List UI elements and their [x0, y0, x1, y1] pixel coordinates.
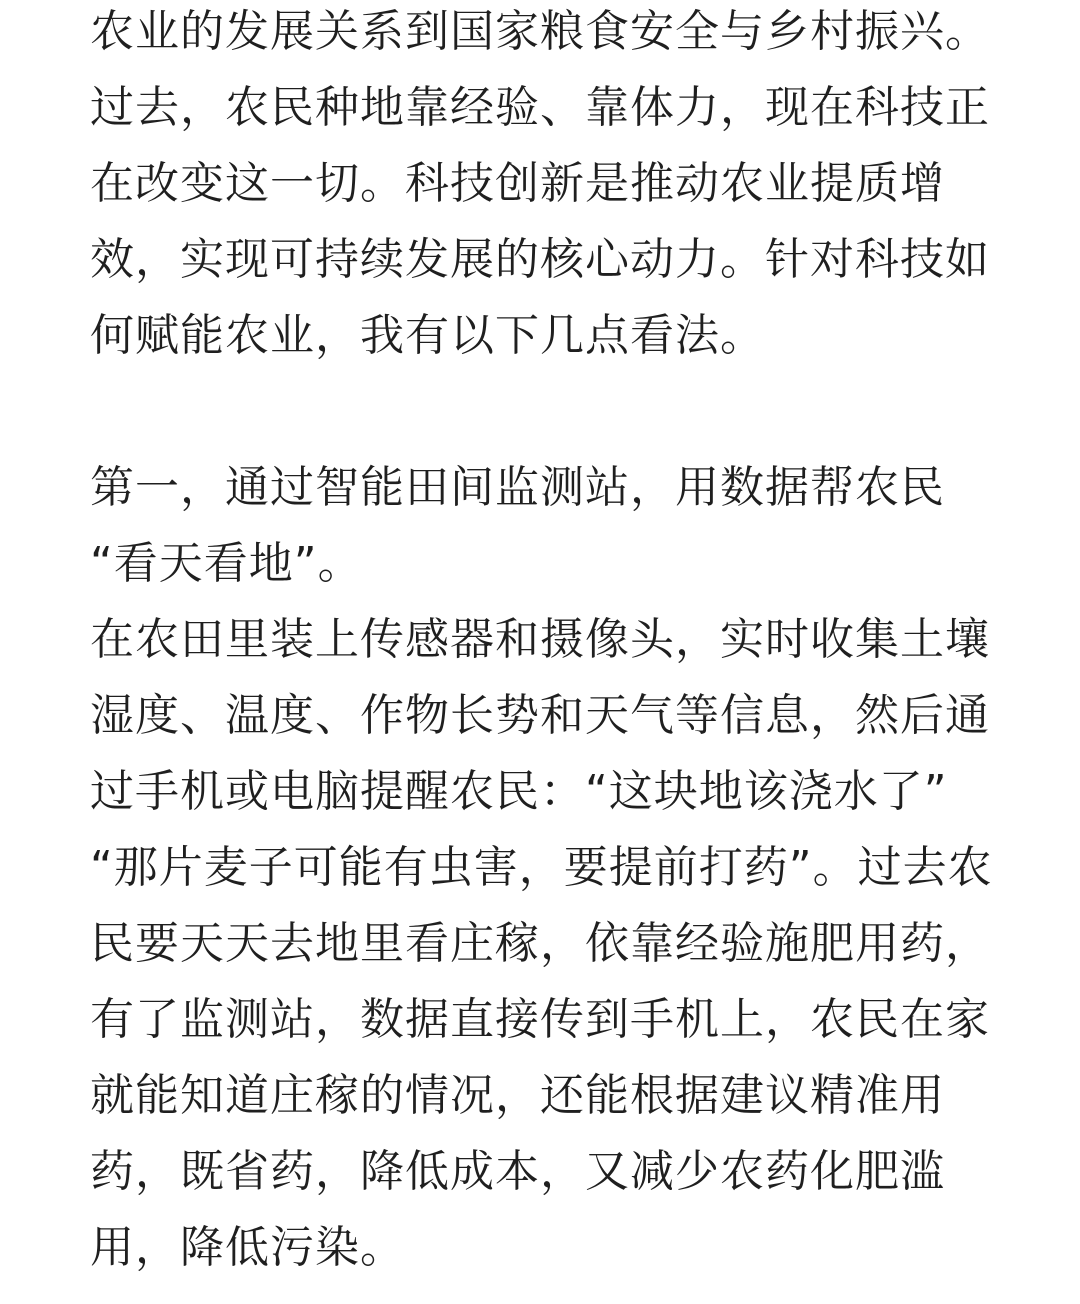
- text-line: “那片麦子可能有虫害，要提前打药”。过去农: [90, 842, 993, 893]
- text-line: 效，实现可持续发展的核心动力。针对科技如: [90, 234, 990, 285]
- text-line: 过去，农民种地靠经验、靠体力，现在科技正: [90, 82, 990, 133]
- intro-paragraph: [90, 0, 1000, 374]
- text-line: 何赋能农业，我有以下几点看法。: [90, 310, 765, 361]
- text-line: 药，既省药，降低成本，又减少农药化肥滥: [90, 1146, 945, 1197]
- text-line: 就能知道庄稼的情况，还能根据建议精准用: [90, 1070, 945, 1121]
- paragraph-spacer: [90, 374, 1000, 450]
- text-line: 湿度、温度、作物长势和天气等信息，然后通: [90, 690, 990, 741]
- text-line: “看天看地”。: [90, 538, 363, 589]
- text-line: 有了监测站，数据直接传到手机上，农民在家: [90, 994, 990, 1045]
- text-line: 过手机或电脑提醒农民：“这块地该浇水了”: [90, 766, 948, 817]
- point-one-paragraph: [90, 602, 1000, 1286]
- point-one-heading: [90, 450, 1000, 602]
- text-line: 第一，通过智能田间监测站，用数据帮农民: [90, 462, 945, 513]
- text-line: 在改变这一切。科技创新是推动农业提质增: [90, 158, 945, 209]
- text-line: 民要天天去地里看庄稼，依靠经验施肥用药，: [90, 918, 990, 969]
- text-line: 农业的发展关系到国家粮食安全与乡村振兴。: [90, 6, 990, 57]
- text-line: 在农田里装上传感器和摄像头，实时收集土壤: [90, 614, 990, 665]
- text-line: 用，降低污染。: [90, 1222, 405, 1273]
